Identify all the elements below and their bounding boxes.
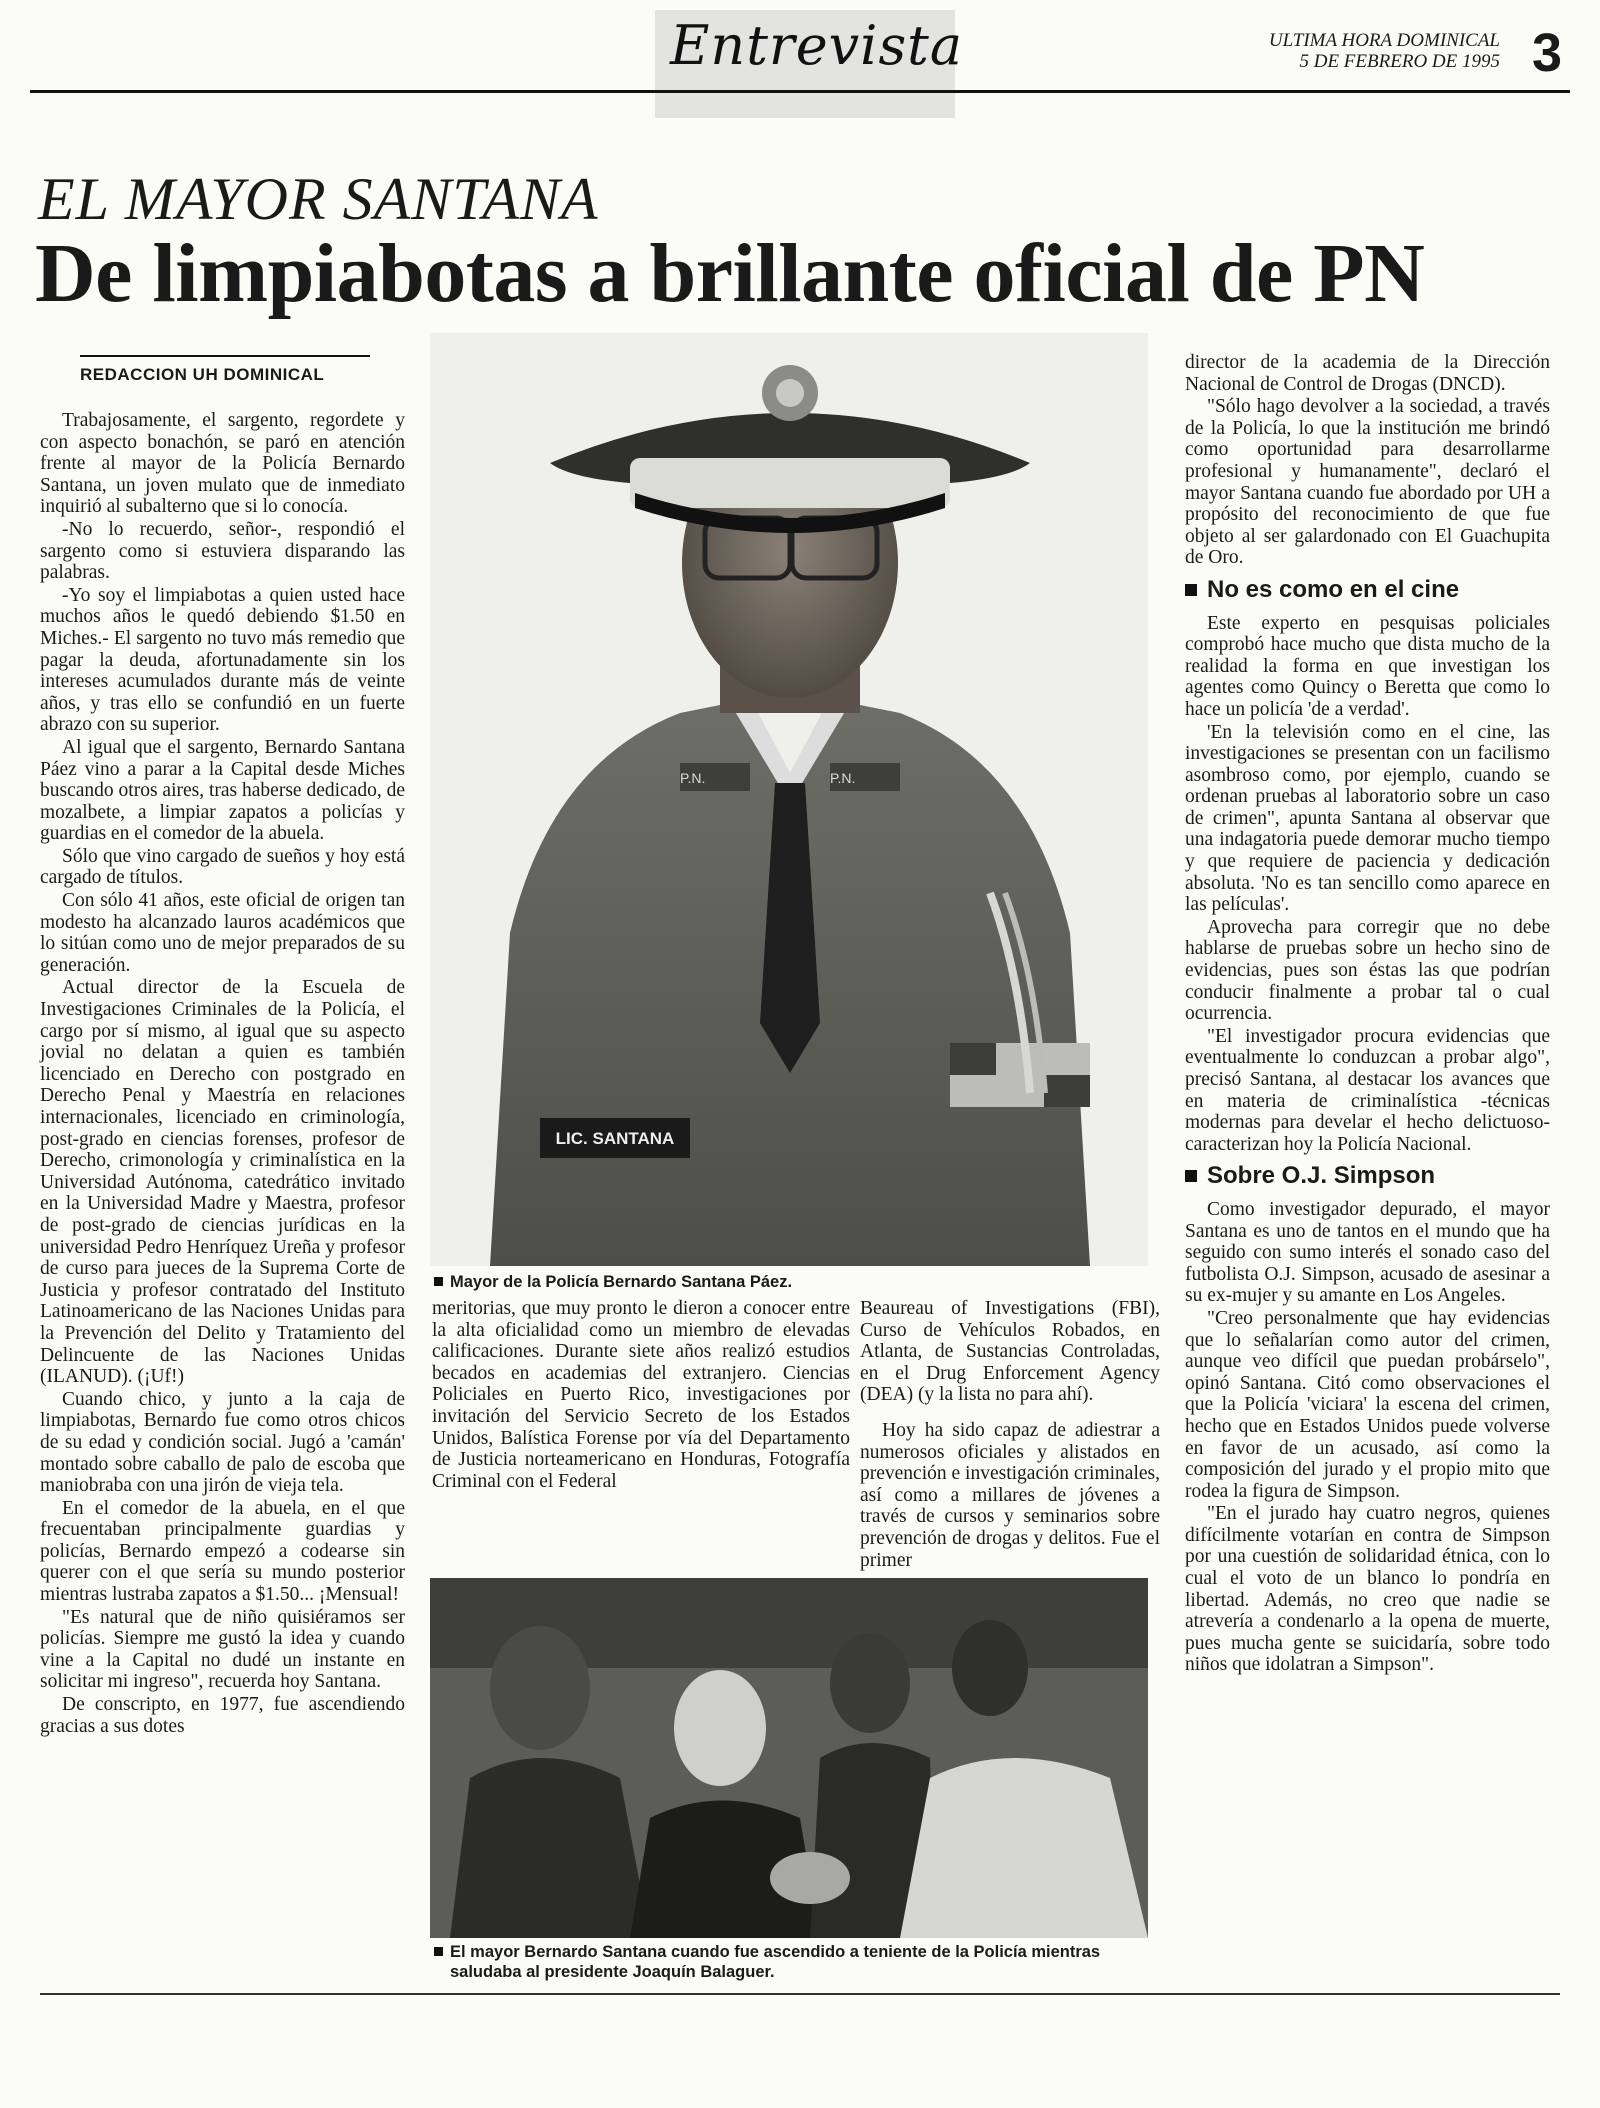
paragraph: Como investigador depurado, el mayor Santana es uno de tantos en el mundo que ha seguido con sumo interés el sonado caso del futbolista O.J. Simpson, acusado de asesinar a su ex-mujer y su amante en Los Angeles. — [1185, 1198, 1550, 1307]
headline: De limpiabotas a brillante oficial de PN — [35, 227, 1425, 320]
caption-text: El mayor Bernardo Santana cuando fue ascendido a teniente de la Policía mientras saludaba al presidente Joaquín Balaguer. — [450, 1943, 1101, 1981]
bullet-icon — [1185, 584, 1197, 596]
paragraph: "En el jurado hay cuatro negros, quienes difícilmente votarían en contra de Simpson por una cuestión de solidaridad étnica, con lo cual el voto de un blanco lo pondría en libertad. Además, no creo que nadie se atrevería a condenarlo a la opena de muerte, pues mucha gente se suicidaría, sobre todo niños que idolatran a Simpson". — [1185, 1503, 1550, 1676]
paragraph: "Es natural que de niño quisiéramos ser policías. Siempre me gustó la idea y cuando vine a la Capital no dudé un instante en solicitar mi ingreso", recuerda hoy Santana. — [40, 1606, 405, 1693]
collar-insignia-left: P.N. — [680, 770, 706, 786]
paragraph: Cuando chico, y junto a la caja de limpiabotas, Bernardo fue como otros chicos de su edad y condición social. Jugó a 'camán' montado sobre caballo de palo de escoba que maniobraba con una jirón de vieja tela. — [40, 1388, 405, 1497]
portrait-photo — [430, 333, 1148, 1266]
paragraph: Este experto en pesquisas policiales comprobó hace mucho que dista mucho de la realidad la forma en que investigan los agentes como Quincy o Beretta que como lo hace un policía 'de a verdad'. — [1185, 612, 1550, 720]
paragraph: De conscripto, en 1977, fue ascendiendo gracias a sus dotes — [40, 1694, 405, 1737]
collar-insignia-right: P.N. — [830, 770, 856, 786]
article-column-middle-2 — [860, 1298, 1160, 1572]
paragraph: Aprovecha para corregir que no debe hablarse de pruebas sobre un hecho sino de evidencias, pues son éstas las que podrían conducir finalmente a probar tal o cual ocurrencia. — [1185, 916, 1550, 1025]
paragraph: director de la academia de la Dirección Nacional de Control de Drogas (DNCD). — [1185, 352, 1550, 395]
masthead-rule — [30, 90, 1570, 93]
paragraph: Con sólo 41 años, este oficial de origen tan modesto ha alcanzado lauros académicos que lo sitúan como uno de mejor preparados de su generación. — [40, 890, 405, 976]
subhead-text: Sobre O.J. Simpson — [1207, 1162, 1436, 1190]
paragraph: -No lo recuerdo, señor-, respondió el sargento como si estuviera disparando las palabras. — [40, 518, 405, 584]
paragraph: 'En la televisión como en el cine, las investigaciones se presentan con un facilismo asombroso como, por ejemplo, cuando se ordenan pruebas al laboratorio sobre un caso de crimen", apunta Santana al observar que una indagatoria puede demorar mucho tiempo y que requiere de paciencia y dedicación absoluta. 'No es tan sencillo como aparece en las películas'. — [1185, 721, 1550, 916]
paragraph: meritorias, que muy pronto le dieron a conocer entre la alta oficialidad como un miembro de elevadas calificaciones. Durante siete años realizó estudios becados en academias del extranjero. Ciencias Policiales en Puerto Rico, investigaciones por invitación del Servicio Secreto de los Estados Unidos, Balística Forense por vía del Departamento de Justicia norteamericano en Honduras, Fotografía Criminal con el Federal — [432, 1298, 850, 1492]
page-number: 3 — [1531, 23, 1562, 83]
paragraph: Hoy ha sido capaz de adiestrar a numerosos oficiales y alistados en prevención e investigación criminales, así como a millares de jóvenes a través de cursos y seminarios sobre prevención de drogas y delitos. Fue el primer — [860, 1419, 1160, 1571]
byline: REDACCION UH DOMINICAL — [80, 355, 370, 385]
paragraph: Sólo que vino cargado de sueños y hoy está cargado de títulos. — [40, 845, 405, 889]
name-badge-text: LIC. SANTANA — [555, 1129, 675, 1148]
article-column-left — [40, 410, 405, 1738]
paragraph: "Sólo hago devolver a la sociedad, a través de la Policía, lo que la institución me brindó como oportunidad para desarrollarme profesional y humanamente", declaró el mayor Santana cuando fue abordado por UH a propósito del reconocimiento de que fue objeto al ser galardonado con El Guachupita de Oro. — [1185, 396, 1550, 569]
paragraph: "Creo personalmente que hay evidencias que lo señalarían como autor del crimen, aunque veo difícil que puedan probárselo", opinó Santana. Citó como observaciones el que la Policía 'viciara' la escena del crimen, hecho que en Estados Unidos puede volverse en favor de un acusado, así como la composición del jurado y el propio mito que rodea la figura de Simpson. — [1185, 1307, 1550, 1502]
subhead — [1185, 1162, 1550, 1190]
paper-info — [1269, 30, 1500, 72]
subhead-text: No es como en el cine — [1207, 575, 1460, 603]
paragraph: "El investigador procura evidencias que eventualmente lo conduzcan a probar algo", precisó Santana, al destacar los avances que en materia de criminalística -técnicas modernas para develar el hecho delictuoso- caracterizan hoy la Policía Nacional. — [1185, 1025, 1550, 1155]
paragraph: Al igual que el sargento, Bernardo Santana Páez vino a parar a la Capital desde Miches buscando otros aires, tras haberse dedicado, de mozalbete, a limpiar zapatos a policías y guardias en el comedor de la abuela. — [40, 736, 405, 845]
paragraph: Beaureau of Investigations (FBI), Curso de Vehículos Robados, en Atlanta, de Sustancias Controladas, en el Drug Enforcement Agency (DEA) (y la lista no para ahí). — [860, 1298, 1160, 1406]
bullet-icon — [434, 1277, 443, 1286]
article-column-middle-1 — [432, 1298, 850, 1493]
bullet-icon — [434, 1947, 443, 1956]
article-column-right — [1185, 352, 1550, 1677]
caption-text: Mayor de la Policía Bernardo Santana Páez. — [450, 1273, 793, 1291]
photo-caption — [434, 1272, 1148, 1292]
issue-date: 5 DE FEBRERO DE 1995 — [1299, 51, 1500, 72]
subhead — [1185, 575, 1550, 603]
paper-name: ULTIMA HORA DOMINICAL — [1268, 30, 1500, 51]
photo-caption — [434, 1942, 1148, 1982]
paragraph: Trabajosamente, el sargento, regordete y con aspecto bonachón, se paró en atención frente al mayor de la Policía Bernardo Santana, un joven mulato que de inmediato inquirió al subalterno que si lo conocía. — [40, 410, 405, 518]
paragraph: -Yo soy el limpiabotas a quien usted hace muchos años le quedó debiendo $1.50 en Miches.- El sargento no tuvo más remedio que pagar la deuda, afortunadamente sin los intereses acumulados durante más de veinte años, y tras ello se confundió en un fuerte abrazo con su superior. — [40, 584, 405, 736]
section-name: Entrevista — [670, 14, 964, 77]
bullet-icon — [1185, 1170, 1197, 1182]
paragraph: Actual director de la Escuela de Investigaciones Criminales de la Policía, el cargo por sí mismo, al igual que su aspecto jovial no delatan a quien es también licenciado en Derecho con postgrado en Derecho Penal y Maestría en relaciones internacionales, licenciado en criminología, post-grado en ciencias forenses, profesor de Derecho, crimonología y criminalística en la Universidad Autónoma, catedrático invitado en la Universidad Madre y Maestra, profesor de post-grado de ciencias jurídicas en la universidad Pedro Henríquez Ureña y profesor de curso para jueces de la Suprema Corte de Justicia y profesor contratado del Instituto Latinoamericano de las Naciones Unidas para la Prevención del Delito y Tratamiento del Delincuente de las Naciones Unidas (ILANUD). (¡Uf!) — [40, 977, 405, 1388]
group-illustration — [430, 1578, 1148, 1938]
portrait-illustration — [430, 333, 1148, 1266]
bottom-rule — [40, 1993, 1560, 1995]
paragraph: En el comedor de la abuela, en el que frecuentaban principalmente guardias y policías, Bernardo empezó a codearse sin querer con el que sería su mundo posterior mientras lustraba zapatos a $1.50... ¡Mensual! — [40, 1497, 405, 1606]
group-photo — [430, 1578, 1148, 1938]
kicker: EL MAYOR SANTANA — [38, 166, 599, 232]
